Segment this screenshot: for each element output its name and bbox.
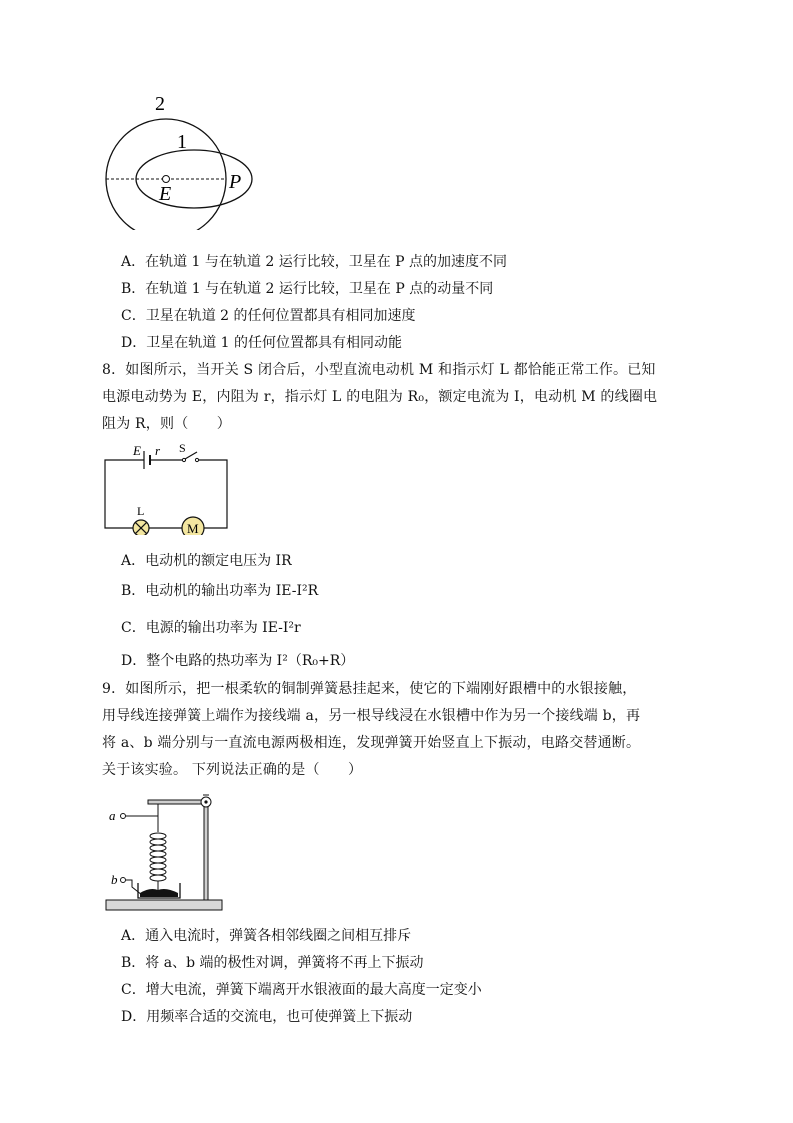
orbit-1-label: 1 (177, 131, 187, 153)
terminal-a-label: a (109, 808, 116, 823)
stand-clamp-screw (204, 800, 207, 803)
battery-emf-label: E (133, 443, 141, 458)
circuit-diagram (100, 440, 235, 535)
stand-rod (204, 798, 208, 900)
q7-option-d: D．卫星在轨道 1 的任何位置都具有相同动能 (121, 335, 403, 351)
switch-label: S (179, 441, 186, 455)
q8-option-a: A．电动机的额定电压为 IR (121, 553, 292, 569)
orbit-diagram (100, 90, 260, 230)
stand-arm (148, 800, 206, 804)
wire-b (126, 880, 142, 895)
switch-contact (195, 458, 198, 461)
switch-blade (185, 452, 197, 459)
q8-stem-line-3: 阻为 R，则（ ） (102, 416, 231, 432)
orbit-2-label: 2 (155, 93, 165, 115)
terminal-b-label: b (111, 872, 118, 887)
point-p-label: P (229, 171, 242, 193)
stand-base (106, 900, 222, 910)
motor-label: M (187, 521, 199, 535)
circuit-wire (198, 460, 227, 528)
q9-option-b: B．将 a、b 端的极性对调，弹簧将不再上下振动 (121, 955, 424, 971)
earth-point (163, 176, 170, 183)
q8-option-b: B．电动机的输出功率为 IE-I²R (121, 583, 319, 599)
mercury (140, 889, 178, 897)
q9-option-d: D．用频率合适的交流电，也可使弹簧上下振动 (121, 1009, 413, 1025)
q9-option-c: C．增大电流，弹簧下端离开水银液面的最大高度一定变小 (121, 982, 482, 998)
spring-coil (150, 833, 166, 881)
q9-stem-line-2: 用导线连接弹簧上端作为接线端 a，另一根导线浸在水银槽中作为另一个接线端 b，再 (102, 708, 641, 724)
q7-option-c: C．卫星在轨道 2 的任何位置都具有相同加速度 (121, 308, 416, 324)
q8-option-d: D．整个电路的热功率为 I²（R₀+R） (121, 653, 355, 669)
q8-option-c: C．电源的输出功率为 IE-I²r (121, 620, 301, 636)
spring-apparatus-diagram (100, 790, 230, 915)
lamp-label: L (137, 504, 145, 518)
earth-label: E (159, 183, 172, 205)
q9-stem-line-4: 关于该实验。 下列说法正确的是（ ） (102, 762, 363, 778)
q8-stem-line-1: 8．如图所示，当开关 S 闭合后，小型直流电动机 M 和指示灯 L 都恰能正常工作。已知 (102, 362, 656, 378)
q9-stem-line-1: 9．如图所示，把一根柔软的铜制弹簧悬挂起来，使它的下端刚好跟槽中的水银接触， (102, 681, 637, 697)
q8-stem-line-2: 电源电动势为 E，内阻为 r，指示灯 L 的电阻为 R₀，额定电流为 I，电动机 M 的线圈电 (102, 389, 658, 405)
terminal-a (121, 814, 126, 819)
internal-resistance-label: r (155, 443, 161, 458)
terminal-b (121, 878, 126, 883)
q7-option-b: B．在轨道 1 与在轨道 2 运行比较，卫星在 P 点的动量不同 (121, 281, 494, 297)
q9-option-a: A．通入电流时，弹簧各相邻线圈之间相互排斥 (121, 928, 412, 944)
q9-stem-line-3: 将 a、b 端分别与一直流电源两极相连，发现弹簧开始竖直上下振动，电路交替通断。 (102, 735, 641, 751)
q7-option-a: A．在轨道 1 与在轨道 2 运行比较，卫星在 P 点的加速度不同 (121, 254, 508, 270)
orbit-2-circle (106, 119, 226, 230)
